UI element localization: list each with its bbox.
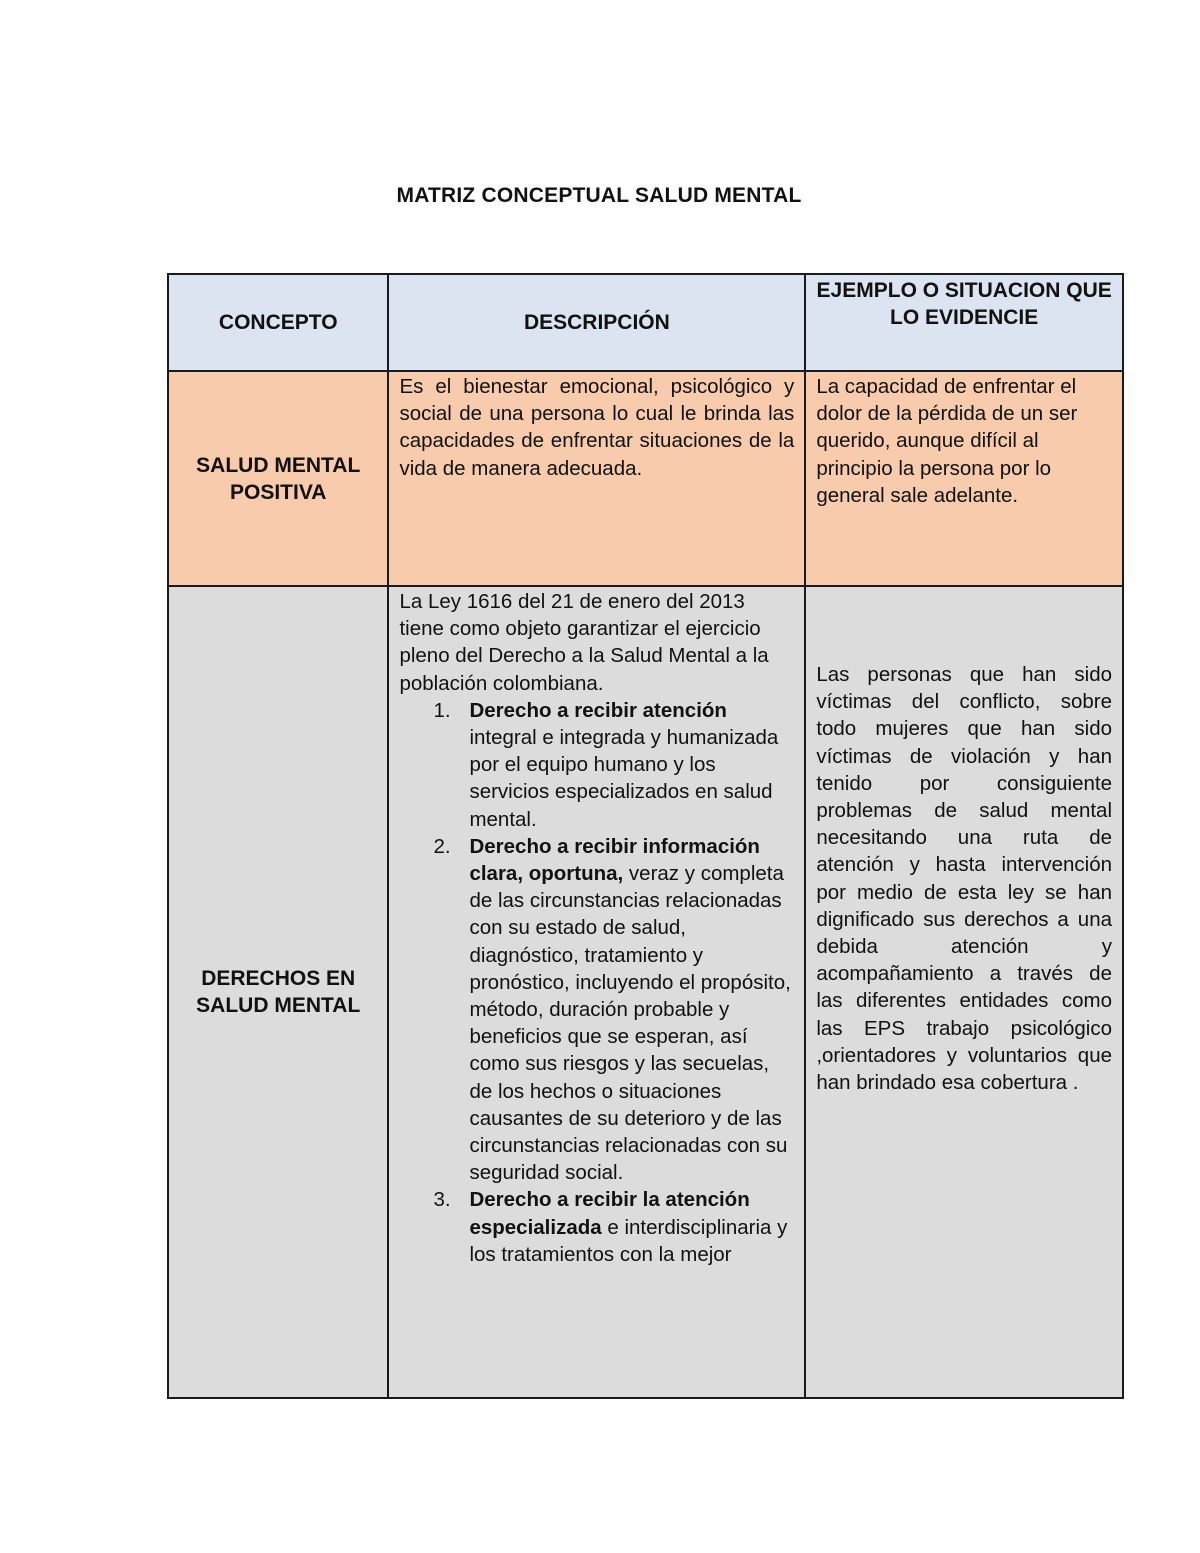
- example-cell: [805, 586, 1123, 1398]
- list-item-number: 3.: [433, 1188, 451, 1212]
- concept-label: DERECHOS EN SALUD MENTAL: [196, 967, 361, 1017]
- description-cell: [388, 586, 805, 1398]
- right-detail: integral e integrada y humanizada por el equipo humano y los servicios especializados en salud mental.: [469, 726, 779, 831]
- right-detail: e interdisciplinaria y los tratamientos con la mejor: [469, 1215, 788, 1266]
- header-concepto: CONCEPTO: [168, 274, 388, 371]
- concept-matrix-table: [167, 273, 1124, 1399]
- concept-label: SALUD MENTAL POSITIVA: [196, 453, 361, 504]
- list-item: [433, 833, 794, 1187]
- law-intro-text: La Ley 1616 del 21 de enero del 2013 tiene como objeto garantizar el ejercicio pleno del Derecho a la Salud Mental a la población colombiana.: [399, 590, 769, 695]
- right-title: Derecho a recibir la atención especializada: [469, 1188, 750, 1239]
- table-row: [168, 586, 1123, 1398]
- description-text: Es el bienestar emocional, psicológico y social de una persona lo cual le brinda las capacidades de enfrentar situaciones de la vida de manera adecuada.: [399, 375, 795, 480]
- page-title: MATRIZ CONCEPTUAL SALUD MENTAL: [396, 184, 802, 207]
- header-ejemplo: EJEMPLO O SITUACION QUE LO EVIDENCIE: [805, 274, 1123, 371]
- example-text: La capacidad de enfrentar el dolor de la pérdida de un ser querido, aunque difícil al principio la persona por lo general sale adelante.: [816, 375, 1078, 507]
- right-detail: veraz y completa de las circunstancias relacionadas con su estado de salud, diagnóstico, tratamiento y pronóstico, incluyendo el propósito, método, duración probable y beneficios que se esperan, así como sus riesgos y las secuelas, de los hechos o situaciones causantes de su deterioro y de las circunstancias relacionadas con su seguridad social.: [469, 862, 791, 1185]
- table-header-row: [168, 274, 1123, 371]
- example-cell: [805, 371, 1123, 586]
- table-row: [168, 371, 1123, 586]
- header-descripcion: DESCRIPCIÓN: [388, 274, 805, 371]
- list-item-number: 1.: [433, 698, 451, 722]
- concept-cell: [168, 586, 388, 1398]
- description-cell: [388, 371, 805, 586]
- list-item-number: 2.: [433, 834, 451, 858]
- description-content: [389, 587, 804, 1396]
- right-title: Derecho a recibir atención: [469, 698, 727, 722]
- example-text: Las personas que han sido víctimas del conflicto, sobre todo mujeres que han sido víctimas de violación y han tenido por consiguiente problemas de salud mental necesitando una ruta de atención y hasta intervención por medio de esta ley se han dignificado sus derechos a una debida atención y acompañamiento a través de las diferentes entidades como las EPS trabajo psicológico ,orientadores y voluntarios que han brindado esa cobertura .: [816, 663, 1112, 1095]
- list-item: [433, 697, 794, 833]
- rights-list: [399, 697, 794, 1268]
- right-title: Derecho a recibir información clara, oportuna,: [469, 834, 760, 886]
- concept-cell: [168, 371, 388, 586]
- list-item: [433, 1186, 794, 1268]
